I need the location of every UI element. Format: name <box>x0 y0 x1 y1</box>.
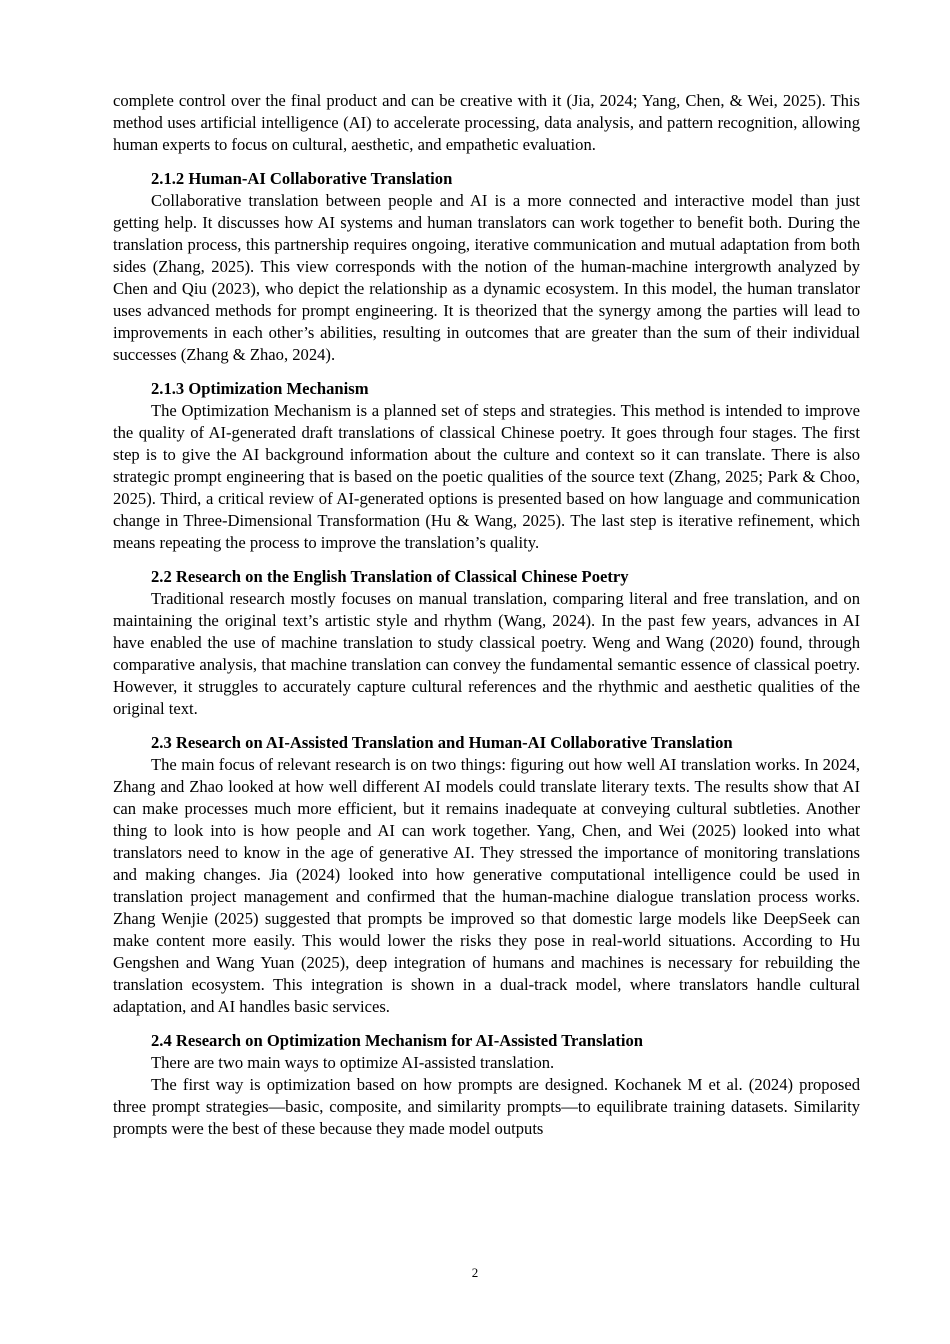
section-heading-2-4: 2.4 Research on Optimization Mechanism for AI-Assisted Translation <box>151 1031 643 1050</box>
intro-continuation-paragraph: complete control over the final product and can be creative with it (Jia, 2024; Yang, Chen, & Wei, 2025). This method uses artificial intelligence (AI) to accelerate processing, data analysis, and pattern recognition, allowing human experts to focus on cultural, aesthetic, and empathetic evaluation. <box>113 91 860 154</box>
section-2-1-3-paragraph: The Optimization Mechanism is a planned set of steps and strategies. This method is intended to improve the quality of AI-generated draft translations of classical Chinese poetry. It goes through four stages. The first step is to give the AI background information about the culture and context so it can translate. There is also strategic prompt engineering that is based on the poetic qualities of the source text (Zhang, 2025; Park & Choo, 2025). Third, a critical review of AI-generated options is presented based on how language and communication change in Three-Dimensional Transformation (Hu & Wang, 2025). The last step is iterative refinement, which means repeating the process to improve the translation’s quality. <box>113 401 860 552</box>
section-heading-2-1-3: 2.1.3 Optimization Mechanism <box>151 379 369 398</box>
page-number: 2 <box>471 1265 479 1280</box>
section-heading-2-2: 2.2 Research on the English Translation of Classical Chinese Poetry <box>151 567 629 586</box>
section-2-2-paragraph: Traditional research mostly focuses on manual translation, comparing literal and free translation, and on maintaining the original text’s artistic style and rhythm (Wang, 2024). In the past few years, advances in AI have enabled the use of machine translation to study classical poetry. Weng and Wang (2020) found, through comparative analysis, that machine translation can convey the fundamental semantic essence of classical poetry. However, it struggles to accurately capture cultural references and the rhythmic and aesthetic qualities of the original text. <box>113 589 860 718</box>
section-2-4-paragraph-1: There are two main ways to optimize AI-assisted translation. <box>151 1053 555 1072</box>
page-content <box>113 90 860 1140</box>
section-heading-2-3: 2.3 Research on AI-Assisted Translation and Human-AI Collaborative Translation <box>151 733 733 752</box>
section-2-3-paragraph: The main focus of relevant research is on two things: figuring out how well AI translation works. In 2024, Zhang and Zhao looked at how well different AI models could translate literary texts. The results show that AI can make processes much more efficient, but it remains inadequate at conveying cultural subtleties. Another thing to look into is how people and AI can work together. Yang, Chen, and Wei (2025) looked into what translators need to know in the age of generative AI. They stressed the importance of monitoring translations and making changes. Jia (2024) looked into how generative computational intelligence could be used in translation project management and confirmed that the human-machine dialogue translation process works. Zhang Wenjie (2025) suggested that prompts be improved so that domestic large models like DeepSeek can make content more easily. This would lower the risks they pose in real-world situations. According to Hu Gengshen and Wang Yuan (2025), deep integration of humans and machines is necessary for rebuilding the translation ecosystem. This integration is shown in a dual-track model, where translators handle cultural adaptation, and AI handles basic services. <box>113 755 860 1016</box>
section-2-1-2-paragraph: Collaborative translation between people and AI is a more connected and interactive model than just getting help. It discusses how AI systems and human translators can work together to benefit both. During the translation process, this partnership requires ongoing, iterative communication and mutual adaptation from both sides (Zhang, 2025). This view corresponds with the notion of the human-machine intergrowth analyzed by Chen and Qiu (2023), who depict the relationship as a dynamic ecosystem. In this model, the human translator uses advanced methods for prompt engineering. It is theorized that the synergy among the parties will lead to improvements in each other’s abilities, resulting in outcomes that are greater than the sum of their individual successes (Zhang & Zhao, 2024). <box>113 191 860 364</box>
section-heading-2-1-2: 2.1.2 Human-AI Collaborative Translation <box>151 169 453 188</box>
section-2-4-paragraph-2: The first way is optimization based on how prompts are designed. Kochanek M et al. (2024) proposed three prompt strategies—basic, composite, and similarity prompts—to equilibrate training datasets. Similarity prompts were the best of these because they made model outputs <box>113 1075 860 1138</box>
